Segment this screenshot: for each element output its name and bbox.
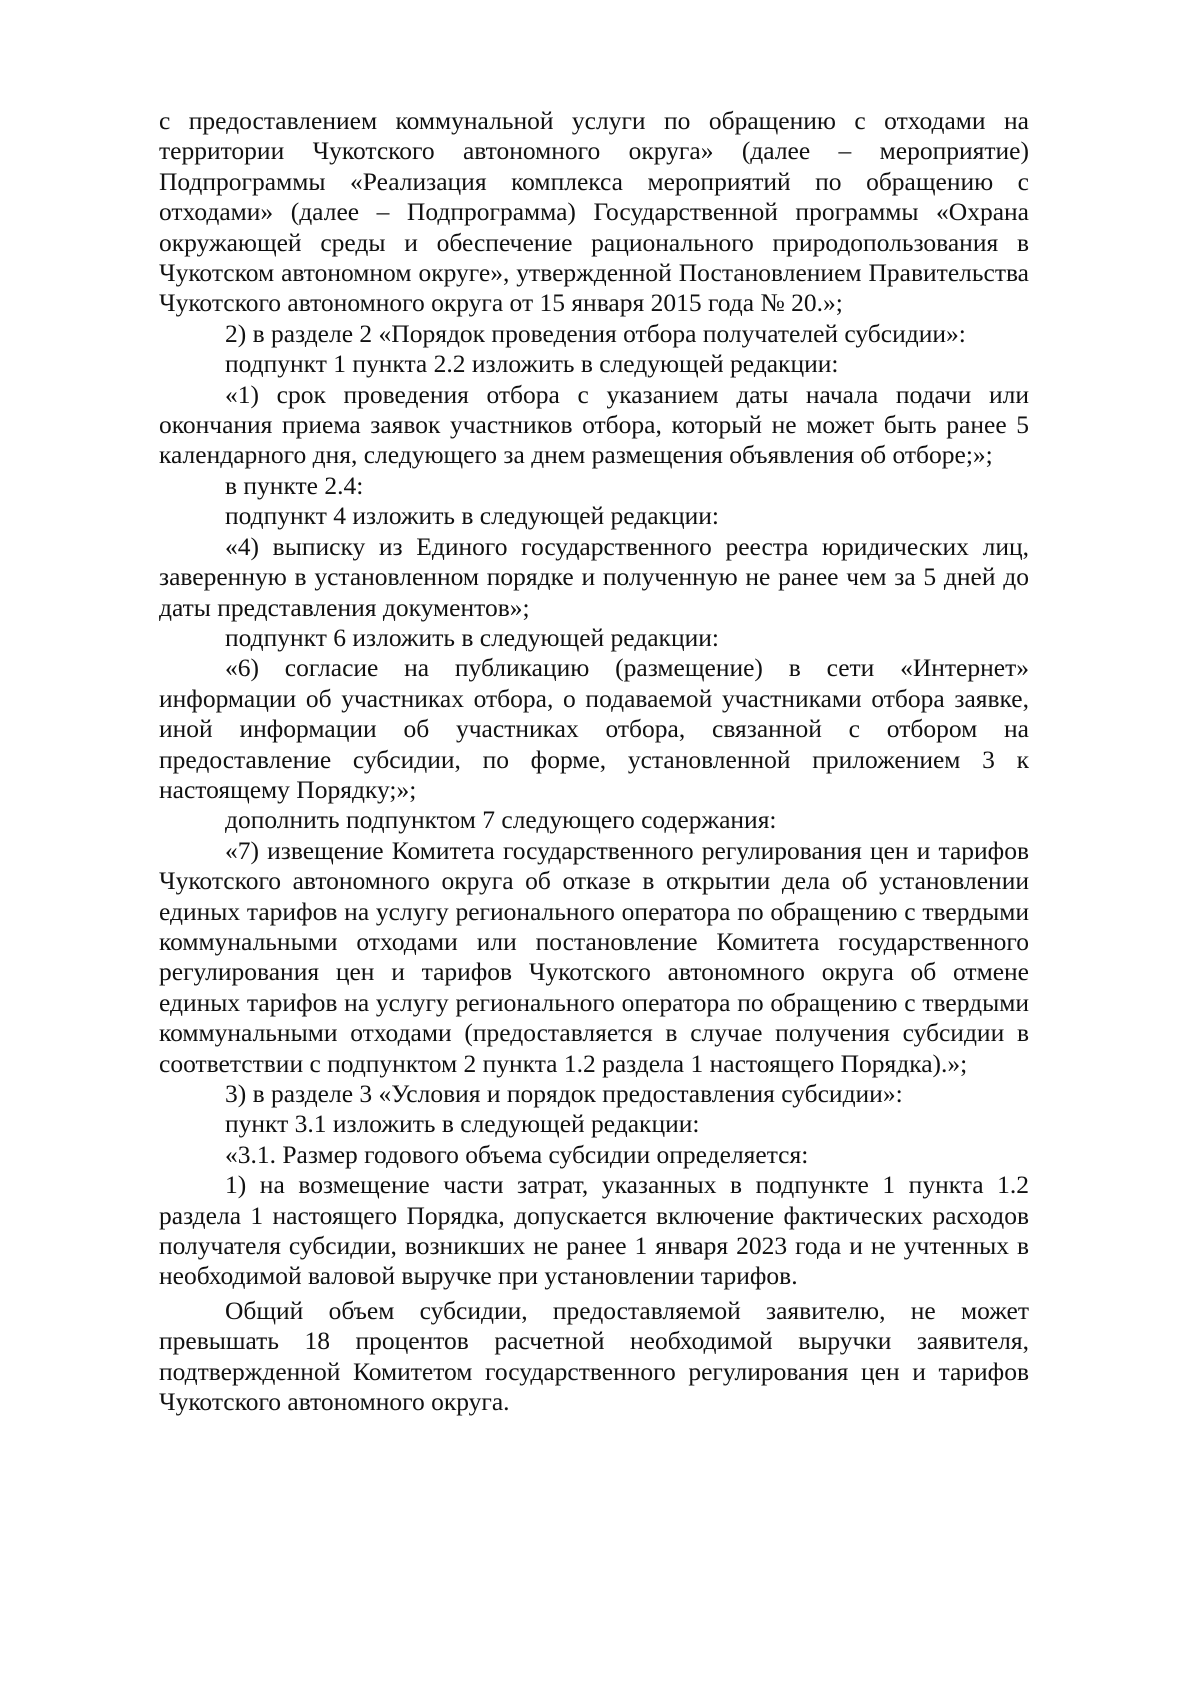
- paragraph-subitem-4: подпункт 4 изложить в следующей редакции:: [225, 501, 719, 531]
- paragraph-add-subitem-7: дополнить подпунктом 7 следующего содержания:: [225, 805, 777, 835]
- paragraph-quote-7: «7) извещение Комитета государственного регулирования цен и тарифов Чукотского автономного округа об отказе в открытии дела об установлении единых тарифов на услугу регионального оператора по обращению с твердыми коммунальными отходами или постановление Комитета государственного регулирования цен и тарифов Чукотского автономного округа об отмене единых тарифов на услугу регионального оператора по обращению с твердыми коммунальными отходами (предоставляется в случае получения субсидии в соответствии с подпунктом 2 пункта 1.2 раздела 1 настоящего Порядка).»;: [159, 835, 1029, 1078]
- paragraph-quote-6: «6) согласие на публикацию (размещение) в сети «Интернет» информации об участниках отбора, о подаваемой участниками отбора заявке, иной информации об участниках отбора, связанной с отбором на предоставление субсидии, по форме, установленной приложением 3 к настоящему Порядку;»;: [159, 653, 1029, 804]
- paragraph-subitem-1-point-2-2: подпункт 1 пункта 2.2 изложить в следующей редакции:: [225, 349, 839, 379]
- paragraph-point-2-4: в пункте 2.4:: [225, 470, 364, 500]
- paragraph-total-subsidy: Общий объем субсидии, предоставляемой заявителю, не может превышать 18 процентов расчетной необходимой выручки заявителя, подтвержденной Комитетом государственного регулирования цен и тарифов Чукотского автономного округа.: [159, 1295, 1029, 1417]
- paragraph-point-3-1: пункт 3.1 изложить в следующей редакции:: [225, 1109, 700, 1139]
- document-body: [159, 106, 1029, 1417]
- paragraph-quote-3-1-item-1: 1) на возмещение части затрат, указанных в подпункте 1 пункта 1.2 раздела 1 настоящего Порядка, допускается включение фактических расходов получателя субсидии, возникших не ранее 1 января 2023 года и не учтенных в необходимой валовой выручке при установлении тарифов.: [159, 1170, 1029, 1291]
- paragraph-quote-3-1: «3.1. Размер годового объема субсидии определяется:: [225, 1139, 809, 1169]
- paragraph-item-2: 2) в разделе 2 «Порядок проведения отбора получателей субсидии»:: [225, 318, 966, 348]
- paragraph-item-3: 3) в разделе 3 «Условия и порядок предоставления субсидии»:: [225, 1079, 903, 1108]
- paragraph-quote-4: «4) выписку из Единого государственного реестра юридических лиц, заверенную в установленном порядке и полученную не ранее чем за 5 дней до даты представления документов»;: [159, 531, 1029, 622]
- paragraph-subitem-6: подпункт 6 изложить в следующей редакции:: [225, 622, 719, 652]
- paragraph-continuation: с предоставлением коммунальной услуги по обращению с отходами на территории Чукотского автономного округа» (далее – мероприятие) Подпрограммы «Реализация комплекса мероприятий по обращению с отходами» (далее – Подпрограмма) Государственной программы «Охрана окружающей среды и обеспечение рационального природопользования в Чукотском автономном округе», утвержденной Постановлением Правительства Чукотского автономного округа от 15 января 2015 года № 20.»;: [159, 106, 1029, 318]
- paragraph-quote-1: «1) срок проведения отбора с указанием даты начала подачи или окончания приема заявок участников отбора, который не может быть ранее 5 календарного дня, следующего за днем размещения объявления об отборе;»;: [159, 379, 1029, 470]
